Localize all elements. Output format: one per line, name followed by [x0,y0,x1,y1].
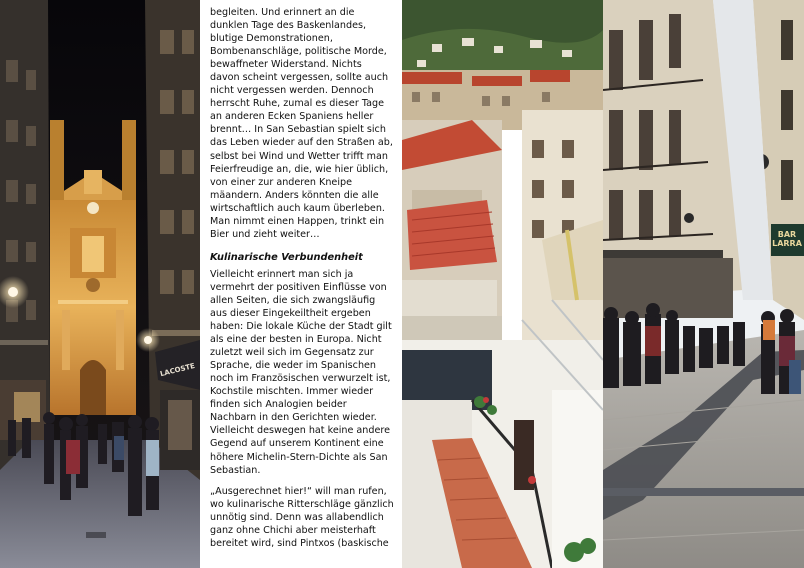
article-paragraph: Vielleicht erinnert man sich ja vermehrt der positiven Einflüsse von allen Seiten, die sich zwangsläufig aus dieser Eingekeiltheit ergeben haben: Die lokale Küche der Stadt gilt als eine der besten in Europa. Nicht zuletzt weil sich im Gegensatz zur Sprache, die weder im Spanischen noch im Französischen verwurzelt ist, Kochstile mischten. Immer wieder finden sich Analogien beider Nachbarn in den Gerichten wieder. Vielleicht deswegen hat keine andere Gegend auf unserem Kontinent eine höhere Michelin-Stern-Dichte als San Sebastian. [210,268,392,476]
photo-night-street-church [0,0,200,568]
photo-daytime-street [603,0,804,568]
photo-rooftops-hillside [402,0,603,568]
article-paragraph: begleiten. Und erinnert an die dunklen Tage des Baskenlandes, blutige Demonstrationen, Bombenanschläge, politische Morde, bewaffneter Widerstand. Nichts davon scheint vergessen, sollte auch nicht vergessen werden. Dennoch herrscht Ruhe, zumal es dieser Tage an anderen Ecken Spaniens heller brennt… In San Sebastian spielt sich das Leben wieder auf den Straßen ab, selbst bei Wind und Wetter trifft man Feierfreudige an, die, wie hier üblich, von einer zur anderen Kneipe mäandern. Anders könnten die alle wirtschaftlich auch kaum überleben. Man nimmt einen Happen, trinkt ein Bier und zieht weiter… [210,7,393,240]
article-text-column [200,0,402,568]
shop-sign-text: LACOSTE [159,361,196,379]
article-paragraph: „Ausgerechnet hier!“ will man rufen, wo kulinarische Ritterschläge gänzlich unnötig sind. Denn was allabendlich ganz ohne Chichi aber meisterhaft bereitet wird, sind Pintxos (baskische [210,485,394,549]
section-heading: Kulinarische Verbundenheit [210,251,363,263]
bar-sign-text: BAR LARRA [772,230,802,248]
